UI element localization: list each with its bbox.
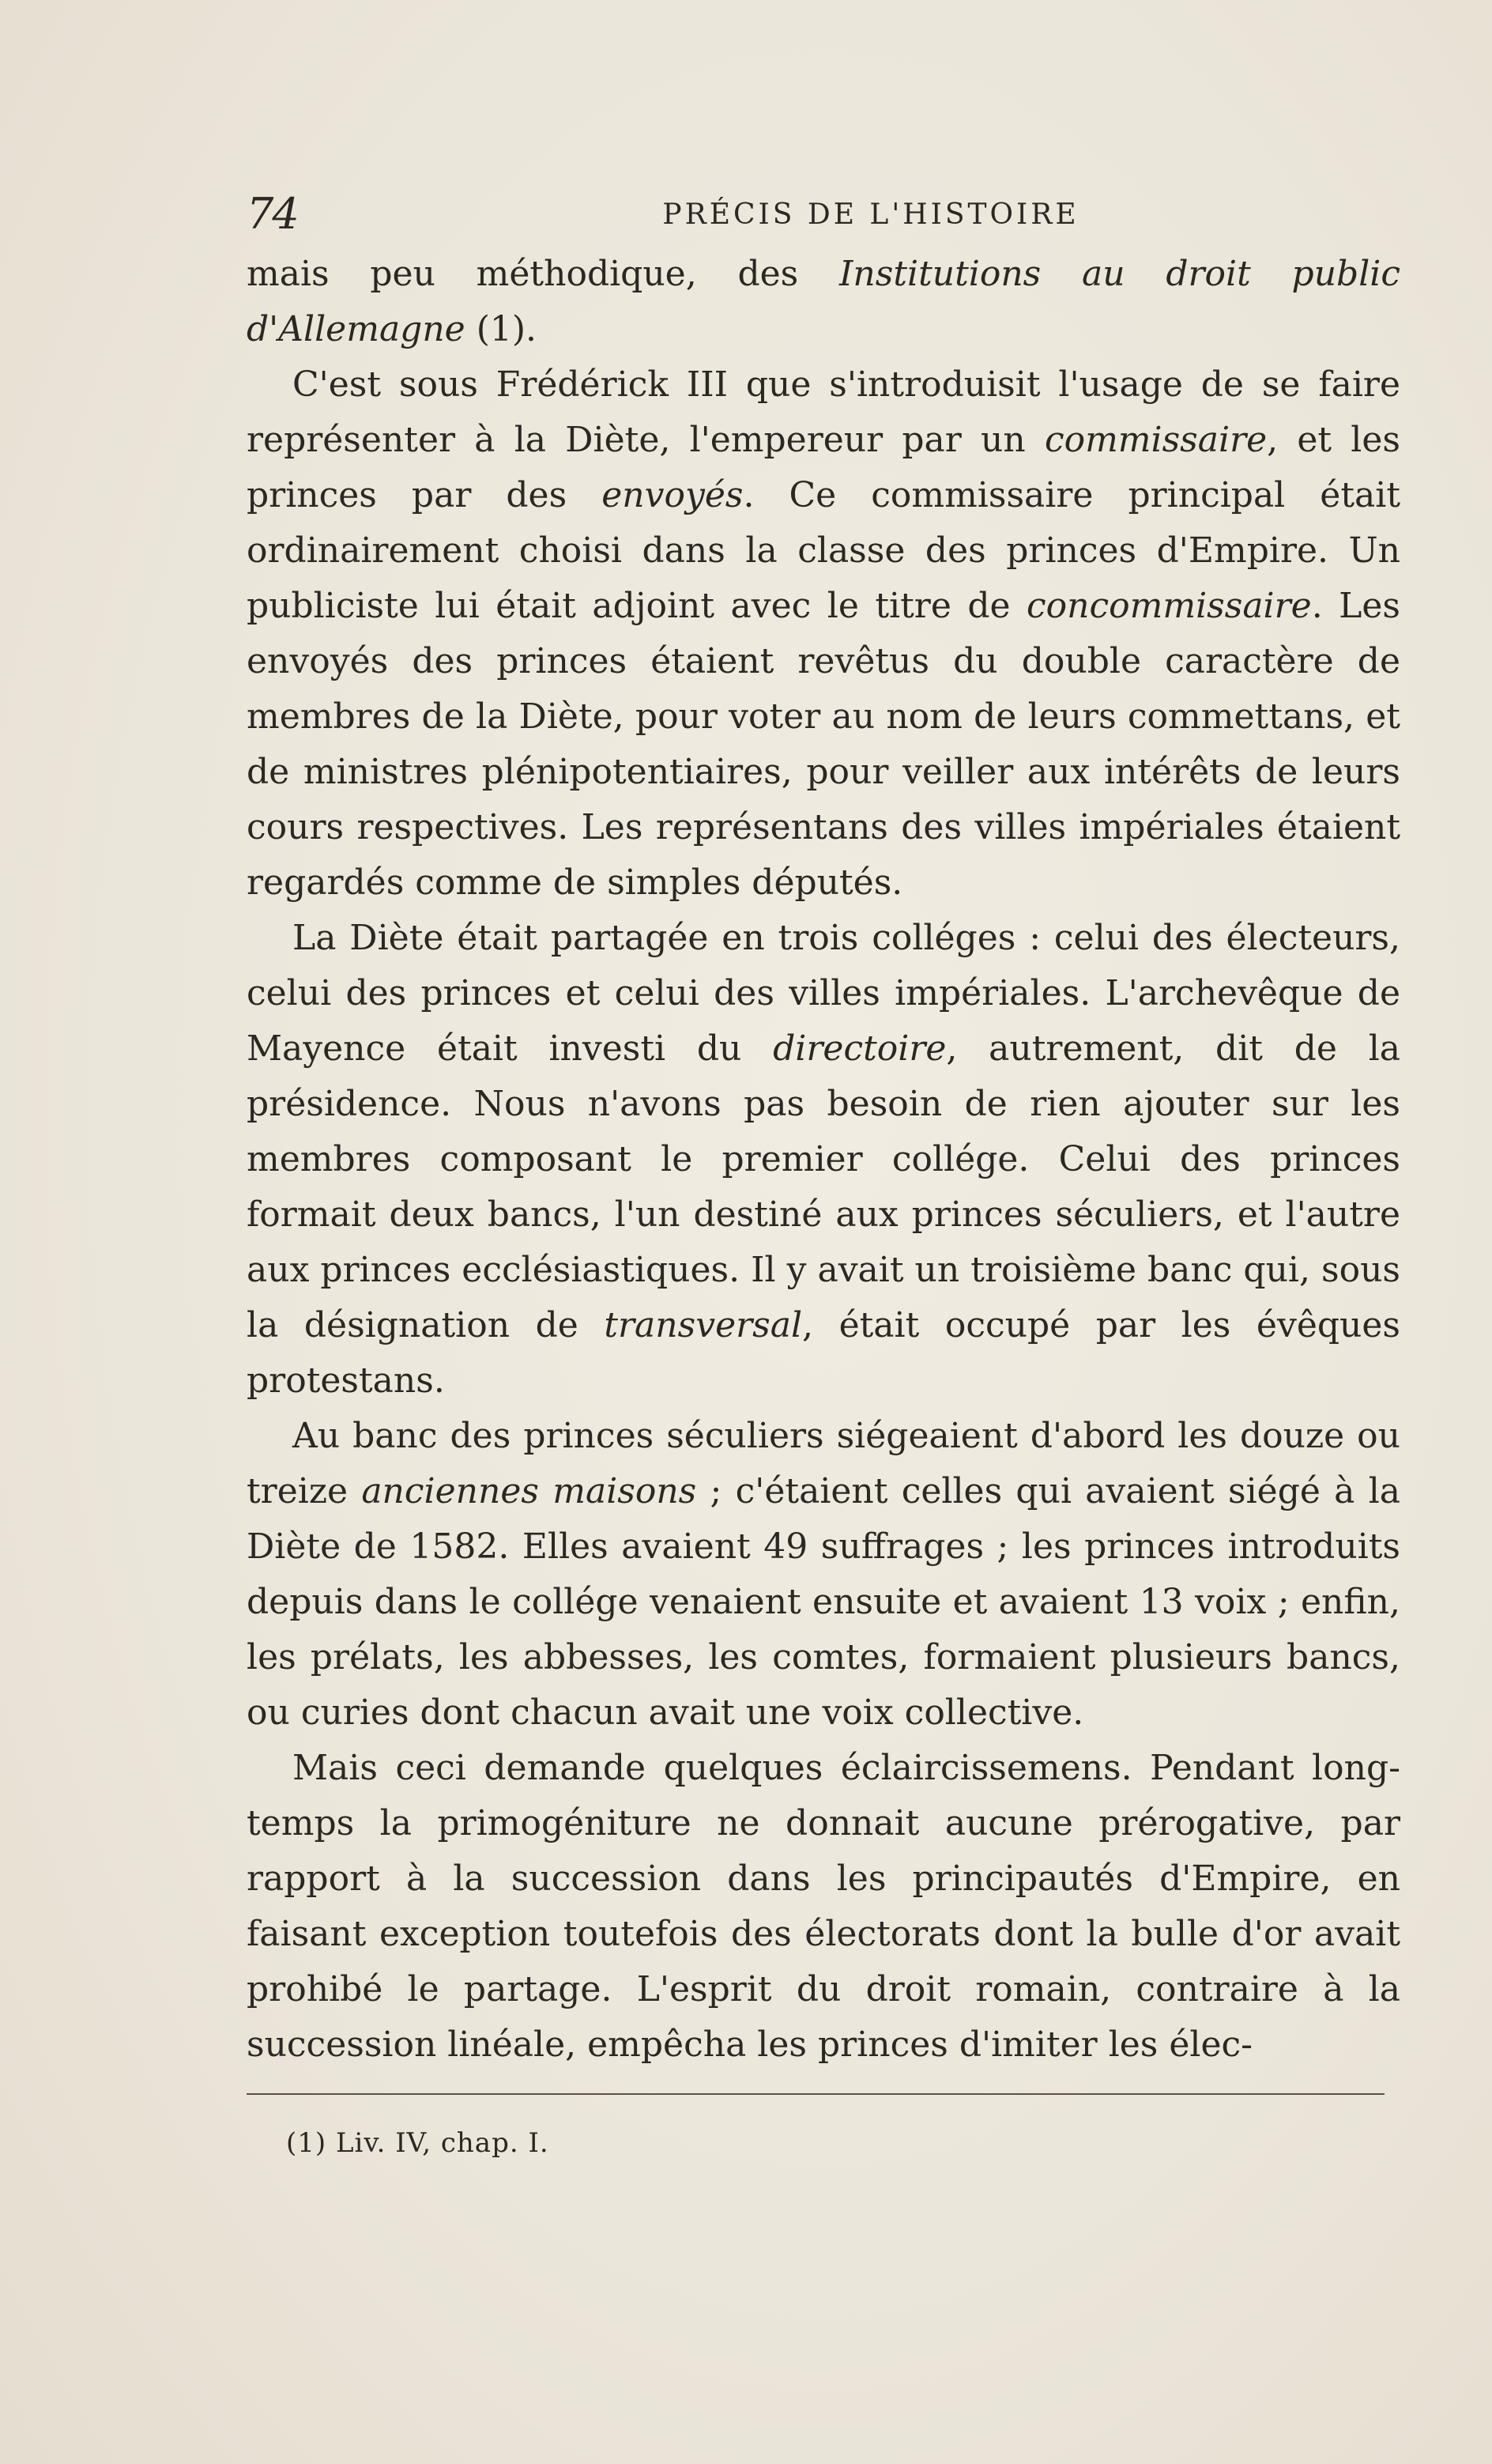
text-run: . Les envoyés des princes étaient revêtus du double caractère de membres de la Diète, pour voter au nom de leurs commettans, et de ministres plénipotentiaires, pour veiller aux intérêts de leurs cours respectives. Les représentans des villes impériales étaient regardés comme de simples députés.: [247, 586, 1400, 903]
paragraph-diet-colleges: [247, 911, 1400, 1409]
text-run: . Ce commissaire principal était ordinairement choisi dans la classe des princes d'Empire. Un publiciste lui était adjoint avec le titre de: [247, 475, 1401, 626]
text-run: La Diète était partagée en trois colléges : celui des électeurs, celui des princes et celui des villes impériales. L'archevêque de Mayence était investi du: [247, 918, 1400, 1069]
italic-run: commissaire: [1044, 420, 1268, 460]
running-title: PRÉCIS DE L'HISTOIRE: [662, 198, 1079, 231]
text-run: Au banc des princes séculiers siégeaient d'abord les douze ou treize: [247, 1416, 1400, 1511]
text-run: Mais ceci demande quelques éclaircissemens. Pendant long-temps la primogéniture ne donnait aucune prérogative, par rapport à la succession dans les principautés d'Empire, en faisant exception toutefois des électorats dont la bulle d'or avait prohibé le partage. L'esprit du droit romain, contraire à la succession linéale, empêcha les princes d'imiter les élec-: [247, 1748, 1400, 2065]
running-head: [247, 187, 1400, 242]
italic-run: concommissaire: [1027, 586, 1312, 626]
italic-run: anciennes maisons: [361, 1471, 697, 1511]
paragraph-continuation: [247, 247, 1400, 357]
text-run: C'est sous Frédérick III que s'introduisit l'usage de se faire représenter à la Diète, l'empereur par un: [247, 364, 1400, 460]
text-run: (1).: [465, 309, 537, 349]
paragraph-primogeniture: [247, 1741, 1400, 2073]
footnote-rule: [247, 2093, 1385, 2095]
text-run: mais peu méthodique, des: [247, 254, 840, 294]
page-number: 74: [247, 189, 298, 239]
footnote: (1) Liv. IV, chap. I.: [286, 2127, 549, 2159]
text-run: , était occupé par les évêques protestans.: [247, 1305, 1400, 1401]
paragraph-secular-princes: [247, 1409, 1400, 1741]
text-block: [247, 187, 1400, 2073]
italic-run: transversal: [604, 1305, 803, 1345]
italic-run: directoire: [773, 1028, 947, 1069]
italic-run: envoyés: [601, 475, 744, 515]
italic-run: Institutions au droit public d'Allemagne: [247, 254, 1400, 349]
text-run: , autrement, dit de la présidence. Nous n'avons pas besoin de rien ajouter sur les membres composant le premier collége. Celui des princes formait deux bancs, l'un destiné aux princes séculiers, et l'autre aux princes ecclésiastiques. Il y avait un troisième banc qui, sous la désignation de: [247, 1028, 1401, 1345]
text-run: ; c'étaient celles qui avaient siégé à la Diète de 1582. Elles avaient 49 suffrages ; les princes introduits depuis dans le collége venaient ensuite et avaient 13 voix ; enfin, les prélats, les abbesses, les comtes, formaient plusieurs bancs, ou curies dont chacun avait une voix collective.: [247, 1471, 1400, 1733]
text-run: , et les princes par des: [247, 420, 1400, 515]
paragraph-diet-representation: [247, 357, 1400, 911]
